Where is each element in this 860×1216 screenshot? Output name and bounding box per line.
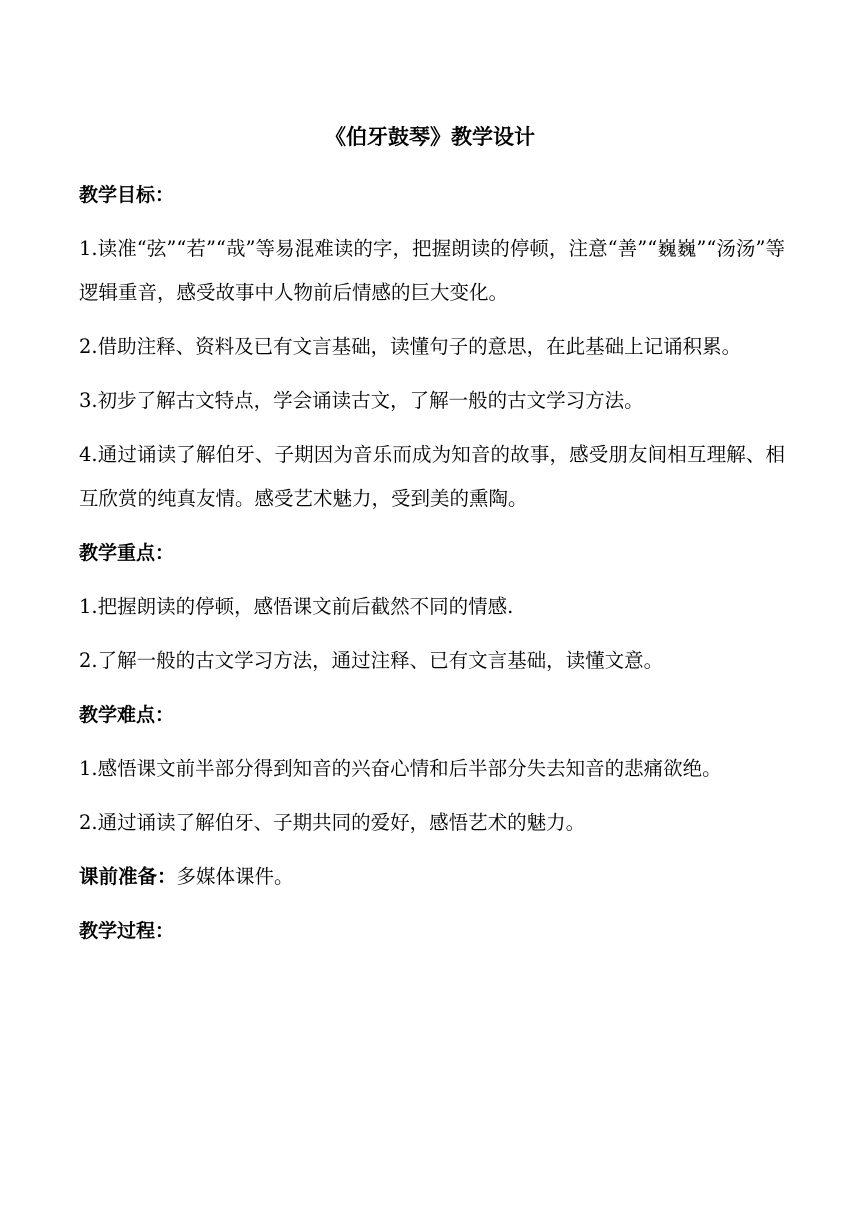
difficulty-item: 1.感悟课文前半部分得到知音的兴奋心情和后半部分失去知音的悲痛欲绝。	[79, 757, 722, 780]
preparation-line	[79, 855, 785, 899]
process-heading: 教学过程：	[79, 920, 175, 942]
key-point-item: 2.了解一般的古文学习方法，通过注释、已有文言基础，读懂文意。	[79, 649, 664, 672]
preparation-text: 多媒体课件。	[176, 865, 294, 888]
objective-item: 2.借助注释、资料及已有文言基础，读懂句子的意思，在此基础上记诵积累。	[79, 335, 742, 358]
objectives-heading: 教学目标：	[79, 184, 175, 206]
key-points-heading: 教学重点：	[79, 542, 175, 564]
difficulties-heading: 教学难点：	[79, 704, 175, 726]
preparation-heading: 课前准备：	[79, 865, 177, 888]
objective-item: 4.通过诵读了解伯牙、子期因为音乐而成为知音的故事，感受朋友间相互理解、相互欣赏的纯真友情。感受艺术魅力，受到美的熏陶。	[79, 443, 785, 510]
objective-item: 3.初步了解古文特点，学会诵读古文，了解一般的古文学习方法。	[79, 389, 644, 412]
key-point-item: 1.把握朗读的停顿，感悟课文前后截然不同的情感.	[79, 595, 514, 618]
document-body	[79, 180, 785, 970]
document-title: 《伯牙鼓琴》教学设计	[325, 125, 535, 149]
difficulty-item: 2.通过诵读了解伯牙、子期共同的爱好，感悟艺术的魅力。	[79, 811, 586, 834]
objective-item: 1.读准“弦”“若”“哉”等易混难读的字，把握朗读的停顿，注意“善”“巍巍”“汤汤”等逻辑重音，感受故事中人物前后情感的巨大变化。	[79, 237, 785, 304]
